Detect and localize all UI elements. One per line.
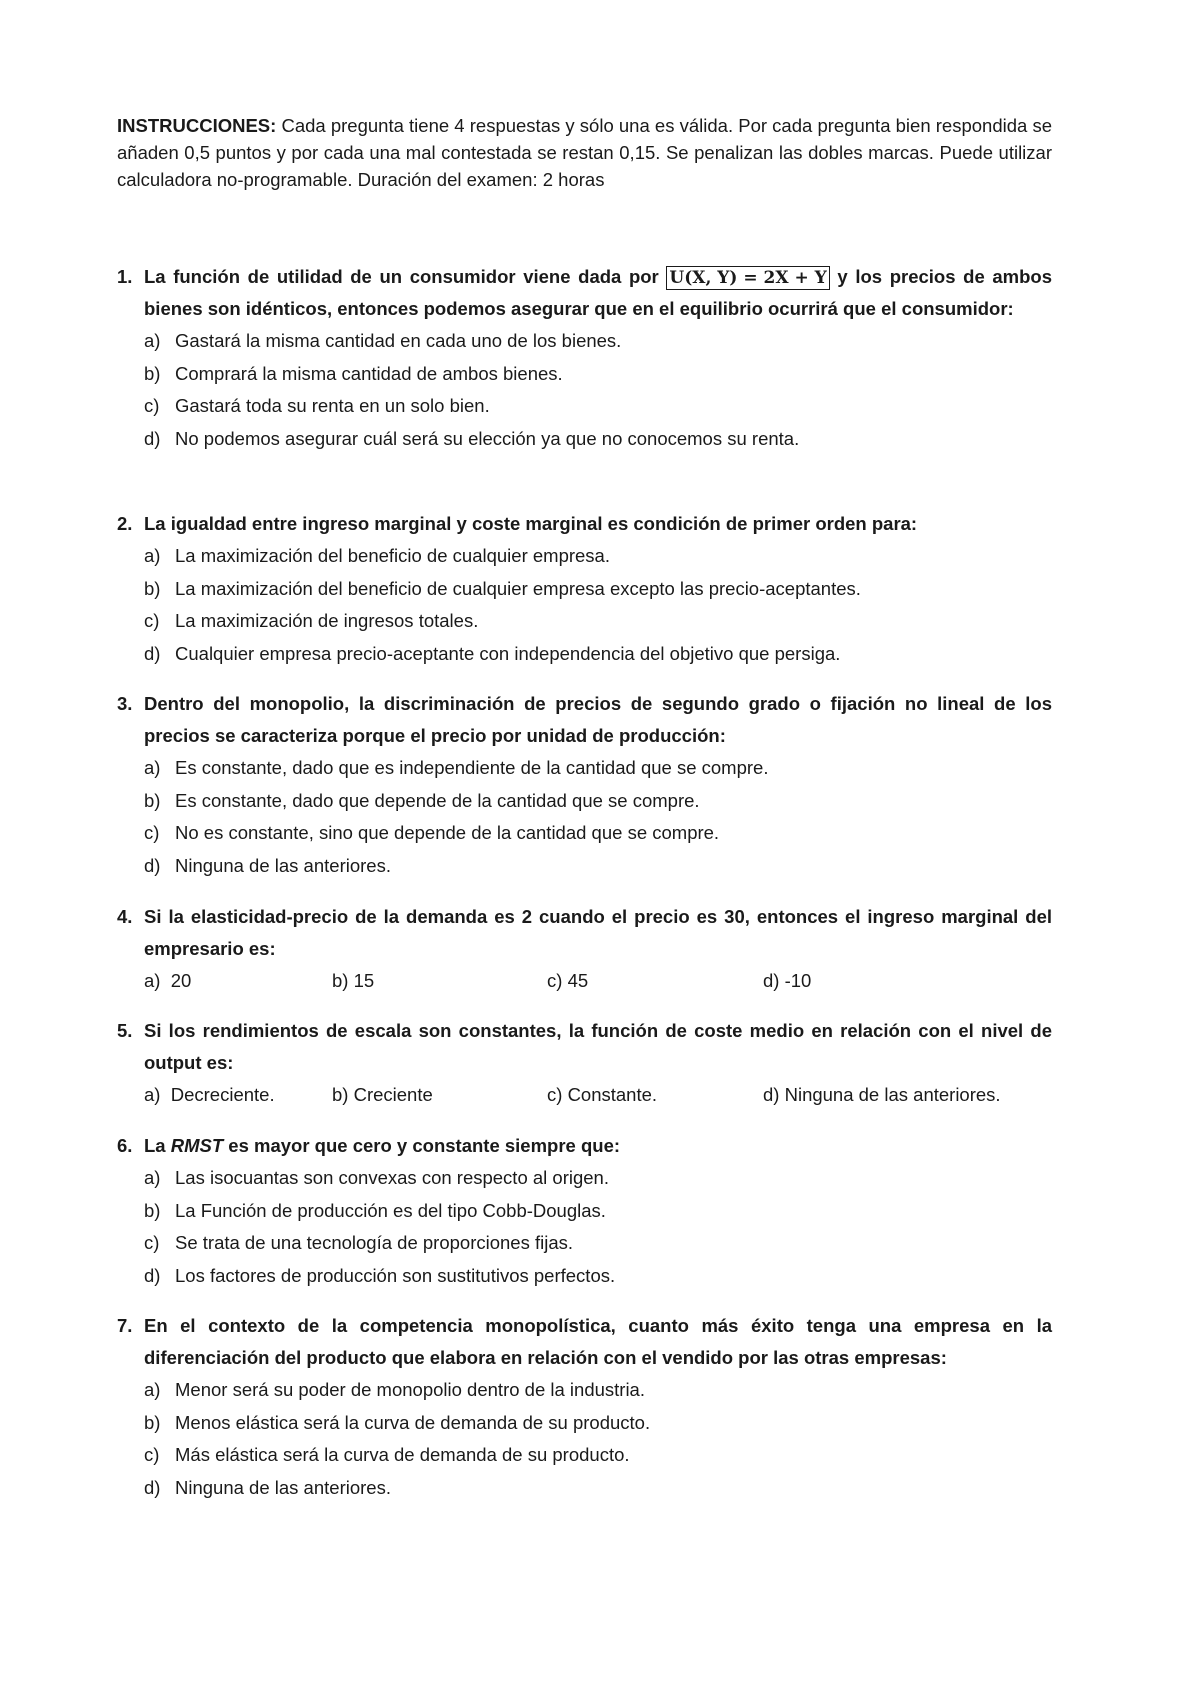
option-text: Decreciente.	[170, 1084, 275, 1105]
options-list	[144, 752, 1052, 882]
option-letter: d)	[763, 1084, 780, 1105]
question-6	[117, 1130, 1052, 1292]
question-2	[117, 508, 1052, 670]
option-letter: c)	[547, 970, 563, 991]
question-text: Si la elasticidad-precio de la demanda es 2 cuando el precio es 30, entonces el ingreso marginal del empresario es:	[144, 906, 1052, 959]
options-row	[144, 965, 1052, 997]
option-d	[144, 850, 1052, 883]
question-3	[117, 688, 1052, 882]
option-text: La maximización de ingresos totales.	[175, 610, 479, 631]
option-c	[144, 817, 1052, 850]
option-letter: d)	[144, 1476, 161, 1498]
option-letter: b)	[144, 1411, 161, 1433]
option-c	[144, 1439, 1052, 1472]
option-text: Creciente	[353, 1084, 433, 1105]
option-text: La Función de producción es del tipo Cobb-Douglas.	[175, 1199, 606, 1221]
option-letter: c)	[547, 1084, 563, 1105]
option-a	[144, 965, 191, 997]
instructions-text: Cada pregunta tiene 4 respuestas y sólo una es válida. Por cada pregunta bien respondida se añaden 0,5 puntos y por cada una mal contestada se restan 0,15. Se penalizan las dobles marcas. Puede utilizar calculadora no-programable. Duración del examen: 2 horas	[117, 115, 1052, 190]
option-text: Es constante, dado que depende de la cantidad que se compre.	[175, 789, 700, 811]
option-letter: d)	[144, 1264, 161, 1286]
option-c	[547, 965, 588, 997]
question-text-end: es mayor que cero y constante siempre que:	[223, 1135, 621, 1156]
option-b	[144, 1195, 1052, 1228]
option-text: La maximización del beneficio de cualquier empresa excepto las precio-aceptantes.	[175, 577, 861, 599]
question-number: 1.	[117, 266, 133, 287]
option-letter: d)	[144, 642, 161, 664]
option-text: Las isocuantas son convexas con respecto al origen.	[175, 1167, 609, 1188]
option-d	[144, 1472, 1052, 1505]
question-number: 4.	[117, 906, 133, 927]
option-letter: a)	[144, 1084, 161, 1105]
option-letter: c)	[144, 610, 160, 631]
options-list	[144, 540, 1052, 670]
option-text: Se trata de una tecnología de proporciones fijas.	[175, 1232, 574, 1253]
options-row	[144, 1079, 1052, 1111]
option-letter: d)	[144, 854, 161, 876]
option-letter: a)	[144, 757, 161, 778]
option-d	[144, 423, 1052, 456]
option-text: Ninguna de las anteriores.	[175, 1476, 391, 1498]
option-letter: b)	[332, 970, 349, 991]
option-text: -10	[784, 970, 812, 991]
option-d	[763, 1079, 1001, 1111]
question-text: En el contexto de la competencia monopolística, cuanto más éxito tenga una empresa en la diferenciación del producto que elabora en relación con el vendido por las otras empresas:	[144, 1315, 1052, 1368]
option-text: Cualquier empresa precio-aceptante con independencia del objetivo que persiga.	[175, 642, 841, 664]
question-text-start: La	[144, 1135, 171, 1156]
option-text: No podemos asegurar cuál será su elección ya que no conocemos su renta.	[175, 427, 800, 449]
option-letter: a)	[144, 1167, 161, 1188]
option-text: 15	[353, 970, 375, 991]
utility-formula: U(X, Y) = 2X + Y	[666, 266, 829, 290]
option-letter: c)	[144, 1232, 160, 1253]
option-text: Menos elástica será la curva de demanda de su producto.	[175, 1411, 651, 1433]
option-text: Es constante, dado que es independiente de la cantidad que se compre.	[175, 757, 769, 778]
option-c	[547, 1079, 657, 1111]
option-text: Ninguna de las anteriores.	[175, 854, 391, 876]
question-number: 7.	[117, 1315, 133, 1336]
option-a	[144, 1374, 1052, 1407]
question-1	[117, 261, 1052, 455]
option-letter: c)	[144, 822, 160, 843]
option-letter: b)	[144, 1199, 161, 1221]
question-number: 3.	[117, 693, 133, 714]
instructions-label: INSTRUCCIONES:	[117, 115, 277, 136]
option-a	[144, 1162, 1052, 1195]
option-b	[144, 785, 1052, 818]
option-letter: d)	[763, 970, 780, 991]
option-letter: b)	[144, 577, 161, 599]
question-4	[117, 901, 1052, 997]
question-text-end: y los precios de ambos bienes son idénticos, entonces podemos asegurar que en el equilibrio ocurrirá que el consumidor:	[144, 266, 1052, 319]
option-letter: a)	[144, 545, 161, 566]
option-letter: a)	[144, 970, 161, 991]
question-number: 2.	[117, 513, 133, 534]
option-letter: b)	[144, 789, 161, 811]
option-text: Más elástica será la curva de demanda de su producto.	[175, 1444, 630, 1465]
option-d	[763, 965, 811, 997]
option-c	[144, 1227, 1052, 1260]
option-b	[332, 1079, 433, 1111]
question-text: Si los rendimientos de escala son constantes, la función de coste medio en relación con el nivel de output es:	[144, 1020, 1052, 1073]
option-text: Menor será su poder de monopolio dentro de la industria.	[175, 1379, 645, 1400]
option-text: Constante.	[567, 1084, 658, 1105]
option-text: Ninguna de las anteriores.	[784, 1084, 1001, 1105]
question-5	[117, 1015, 1052, 1111]
option-a	[144, 540, 1052, 573]
question-number: 5.	[117, 1020, 133, 1041]
option-a	[144, 752, 1052, 785]
option-letter: d)	[144, 427, 161, 449]
option-d	[144, 1260, 1052, 1293]
question-7	[117, 1310, 1052, 1504]
option-text: 45	[567, 970, 589, 991]
option-text: Gastará toda su renta en un solo bien.	[175, 395, 490, 416]
option-letter: c)	[144, 1444, 160, 1465]
option-text: La maximización del beneficio de cualquier empresa.	[175, 545, 610, 566]
question-text: La igualdad entre ingreso marginal y coste marginal es condición de primer orden para:	[144, 513, 918, 534]
question-text	[144, 261, 1052, 325]
option-b	[144, 358, 1052, 391]
option-a	[144, 325, 1052, 358]
option-letter: a)	[144, 1379, 161, 1400]
option-text: Los factores de producción son sustitutivos perfectos.	[175, 1264, 616, 1286]
option-c	[144, 390, 1052, 423]
option-b	[144, 1407, 1052, 1440]
option-letter: c)	[144, 395, 160, 416]
options-list	[144, 1374, 1052, 1504]
option-text: 20	[170, 970, 192, 991]
option-text: Comprará la misma cantidad de ambos bienes.	[175, 362, 563, 384]
option-b	[332, 965, 374, 997]
option-letter: b)	[332, 1084, 349, 1105]
option-text: Gastará la misma cantidad en cada uno de los bienes.	[175, 330, 622, 351]
option-letter: a)	[144, 330, 161, 351]
question-text	[144, 1130, 1052, 1162]
question-text-start: La función de utilidad de un consumidor viene dada por	[144, 266, 667, 287]
rmst-term: RMST	[170, 1135, 224, 1156]
option-c	[144, 605, 1052, 638]
options-list	[144, 1162, 1052, 1292]
question-number: 6.	[117, 1135, 133, 1156]
option-letter: b)	[144, 362, 161, 384]
option-d	[144, 638, 1052, 671]
option-a	[144, 1079, 275, 1111]
option-text: No es constante, sino que depende de la cantidad que se compre.	[175, 822, 720, 843]
question-text: Dentro del monopolio, la discriminación de precios de segundo grado o fijación no lineal de los precios se caracteriza porque el precio por unidad de producción:	[144, 693, 1052, 746]
option-b	[144, 573, 1052, 606]
options-list	[144, 325, 1052, 455]
instructions	[117, 112, 1052, 193]
